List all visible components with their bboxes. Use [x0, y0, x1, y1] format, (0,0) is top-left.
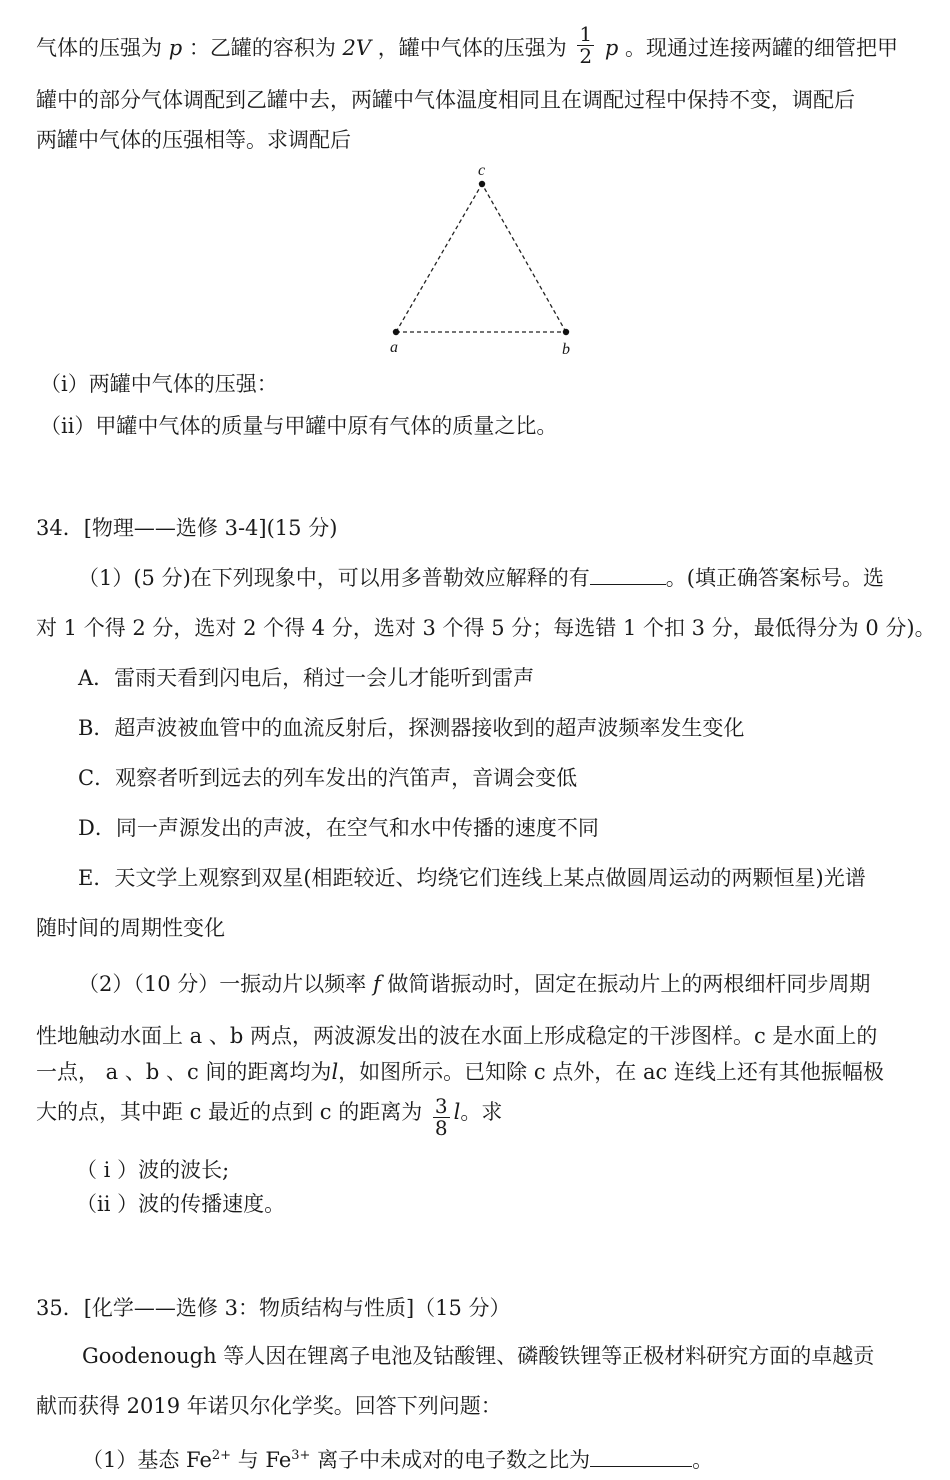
q35-q1-d: 。 — [692, 1448, 714, 1472]
q34-p2-line4-b: 。求 — [460, 1100, 503, 1124]
q33-line1 — [36, 22, 898, 71]
q34-p2-line4 — [36, 1092, 503, 1140]
triangle-figure — [380, 160, 590, 360]
q33-line1-a: 气体的压强为 — [36, 36, 162, 60]
q34-p1-line2: 对 1 个得 2 分，选对 2 个得 4 分，选对 3 个得 5 分；每选错 1 个扣 3 分，最低得分为 0 分)。 — [36, 616, 936, 640]
point-c — [479, 181, 485, 187]
var-l: l — [331, 1060, 339, 1084]
edge-bc — [482, 184, 566, 332]
label-a: a — [390, 339, 398, 356]
answer-blank — [590, 1445, 692, 1467]
q35-q1-b: 与 Fe — [231, 1448, 292, 1472]
q33-sub2: （ii）甲罐中气体的质量与甲罐中原有气体的质量之比。 — [40, 414, 558, 438]
var-l: l — [453, 1100, 461, 1124]
q35-header: 35．[化学——选修 3：物质结构与性质]（15 分） — [36, 1296, 511, 1320]
q33-line2: 罐中的部分气体调配到乙罐中去，两罐中气体温度相同且在调配过程中保持不变，调配后 — [36, 88, 855, 112]
q33-line1-b: ：乙罐的容积为 — [188, 36, 336, 60]
q33-sub1: （i）两罐中气体的压强： — [40, 372, 278, 396]
option-b: B．超声波被血管中的血流反射后，探测器接收到的超声波频率发生变化 — [78, 716, 745, 740]
q34-p2-line2: 性地触动水面上 a 、b 两点，两波源发出的波在水面上形成稳定的干涉图样。c 是水面上的 — [36, 1024, 878, 1048]
fraction-numerator: 3 — [434, 1094, 448, 1118]
option-e: E．天文学上观察到双星(相距较近、均绕它们连线上某点做圆周运动的两颗恒星)光谱 — [78, 866, 866, 890]
charge-2plus: 2+ — [211, 1448, 232, 1463]
point-a — [393, 329, 399, 335]
option-e-cont: 随时间的周期性变化 — [36, 916, 225, 940]
q33-line1-d: 。现通过连接两罐的细管把甲 — [624, 36, 898, 60]
q35-q1 — [82, 1444, 713, 1474]
var-2v: 2V — [342, 36, 372, 60]
q34-p2-line1 — [78, 968, 870, 998]
var-f: f — [372, 972, 381, 996]
q35-line2: 献而获得 2019 年诺贝尔化学奖。回答下列问题： — [36, 1394, 502, 1418]
q34-sub2: （ii ）波的传播速度。 — [76, 1192, 286, 1216]
q34-p2-line3-b: ，如图所示。已知除 c 点外，在 ac 连线上还有其他振幅极 — [338, 1060, 884, 1084]
q34-p1-text-b: 。(填正确答案标号。选 — [665, 566, 884, 590]
option-d: D．同一声源发出的声波，在空气和水中传播的速度不同 — [78, 816, 599, 840]
q35-q1-c: 离子中未成对的电子数之比为 — [310, 1448, 591, 1472]
option-c: C．观察者听到远去的列车发出的汽笛声，音调会变低 — [78, 766, 578, 790]
q34-p2-text-a: （2）（10 分）一振动片以频率 — [78, 972, 367, 996]
fraction-denominator: 8 — [434, 1116, 448, 1140]
q33-line3: 两罐中气体的压强相等。求调配后 — [36, 128, 351, 152]
q34-sub1: （ i ）波的波长; — [76, 1158, 230, 1182]
var-p: p — [604, 36, 619, 60]
fraction-denominator: 2 — [579, 44, 593, 68]
q34-header: 34．[物理——选修 3-4](15 分) — [36, 516, 338, 540]
charge-3plus: 3+ — [291, 1448, 311, 1463]
q34-p1-text-a: （1）(5 分)在下列现象中，可以用多普勒效应解释的有 — [78, 566, 590, 590]
option-a: A．雷雨天看到闪电后，稍过一会儿才能听到雷声 — [78, 666, 535, 690]
q34-p1-line1 — [78, 562, 884, 592]
q35-q1-a: （1）基态 Fe — [82, 1448, 212, 1472]
point-b — [563, 329, 569, 335]
fraction-three-eighths — [433, 1096, 450, 1139]
fraction-numerator: 1 — [579, 22, 593, 46]
edge-ac — [396, 184, 482, 332]
var-p: p — [168, 36, 183, 60]
q34-p2-line3 — [36, 1056, 884, 1086]
q34-p2-line4-a: 大的点，其中距 c 最近的点到 c 的距离为 — [36, 1100, 423, 1124]
q33-line1-c: ，罐中气体的压强为 — [377, 36, 567, 60]
q34-p2-line3-a: 一点， a 、b 、c 间的距离均为 — [36, 1060, 332, 1084]
answer-blank — [590, 563, 666, 585]
label-b: b — [562, 341, 570, 358]
fraction-one-half — [577, 24, 594, 67]
q34-p2-text-b: 做简谐振动时，固定在振动片上的两根细杆同步周期 — [387, 972, 871, 996]
label-c: c — [478, 162, 486, 179]
q35-line1: Goodenough 等人因在锂离子电池及钴酸锂、磷酸铁锂等正极材料研究方面的卓越贡 — [82, 1344, 875, 1368]
